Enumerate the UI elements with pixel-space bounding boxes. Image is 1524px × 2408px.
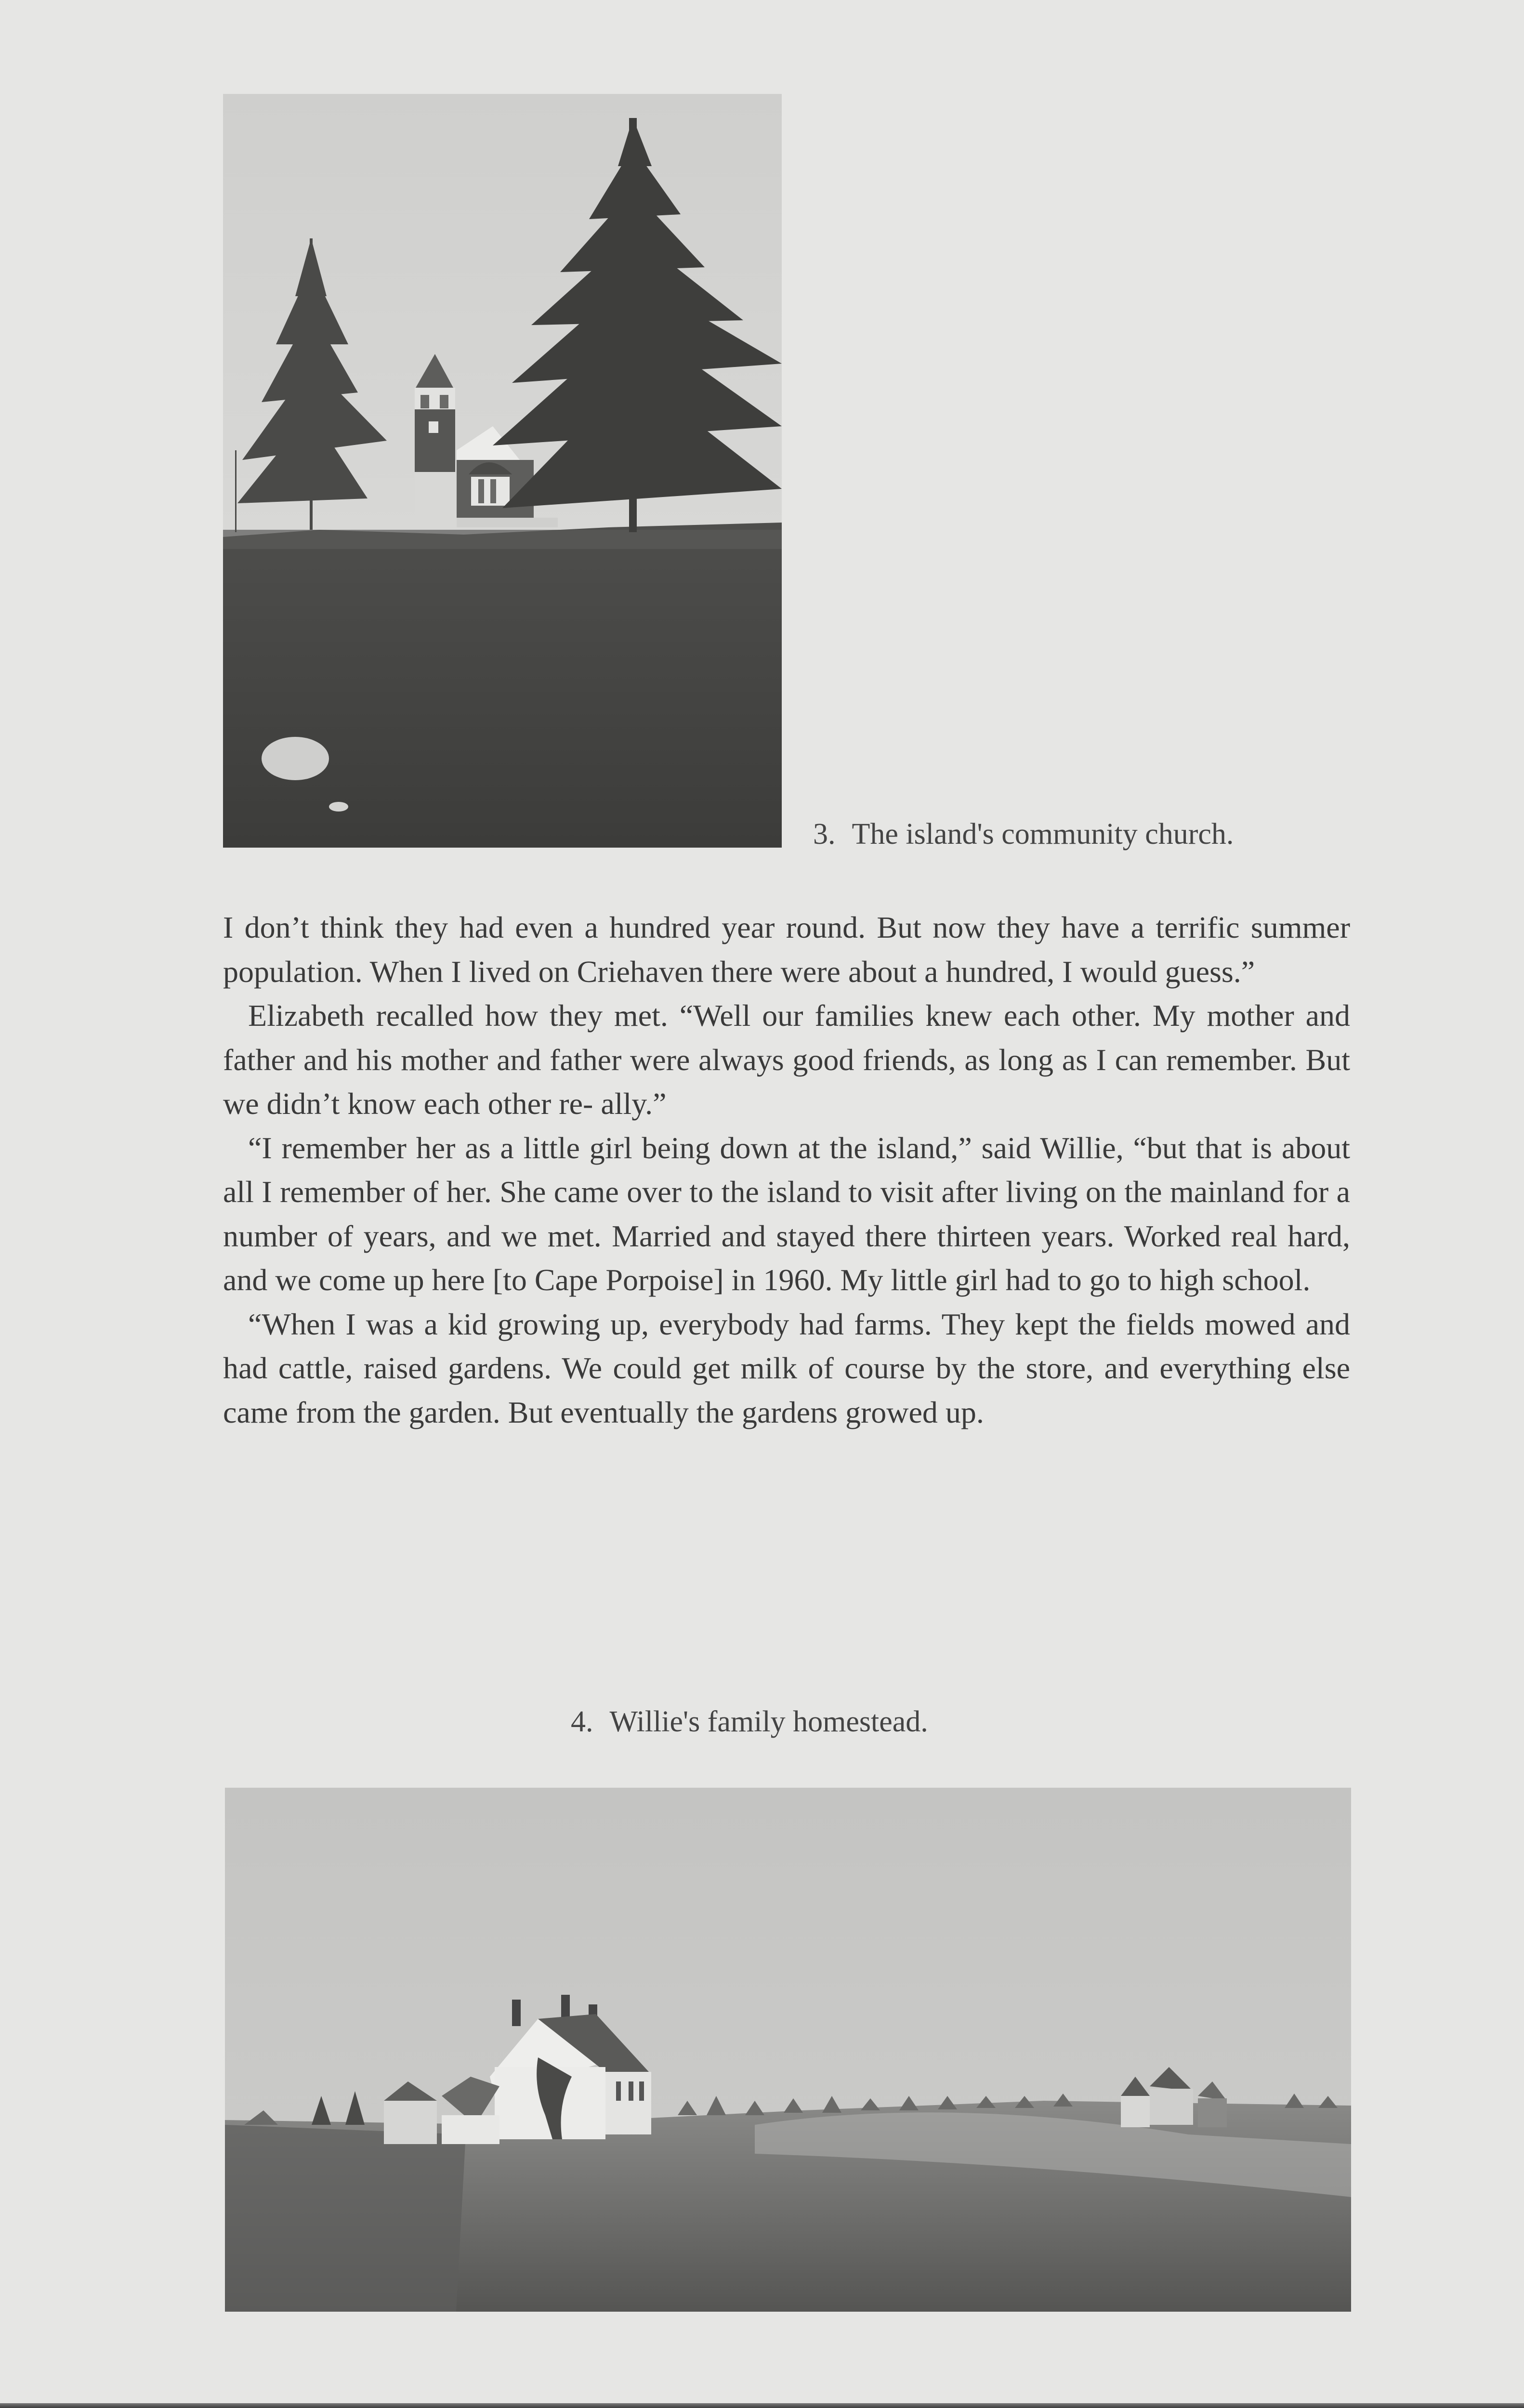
figure-caption-4 [571,1705,928,1739]
figure-caption-text: The island's community church. [852,818,1234,851]
figure-caption-3 [813,817,1234,851]
figure-caption-text: Willie's family homestead. [609,1705,928,1738]
homestead-photo [225,1788,1351,2312]
rock [262,737,329,780]
figure-number: 4. [571,1705,593,1738]
paragraph: Elizabeth recalled how they met. “Well our families knew each other. My mother and father and his mother and father were always good friends, as long as I can remember. But we didn’t know each other re- ally.” [223,998,1350,1121]
figure-number: 3. [813,818,836,851]
paragraph: I don’t think they had even a hundred year round. But now they have a terrific summer population. When I lived on Criehaven there were about a hundred, I would guess.” [223,910,1350,989]
body-text [223,905,1350,1434]
paragraph: “When I was a kid growing up, everybody had farms. They kept the fields mowed and had cattle, raised gardens. We could get milk of course by the store, and everything else came from the garden. But eventually the gardens growed up. [223,1307,1350,1429]
church-photo-image [223,94,782,848]
church-photo [223,94,782,848]
homestead-photo-image [225,1788,1351,2312]
page-edge-shadow [0,2403,1524,2408]
paragraph: “I remember her as a little girl being down at the island,” said Willie, “but that is about all I remember of her. She came over to the island to visit after living on the mainland for a number of years, and we met. Married and stayed there thirteen years. Worked real hard, and we come up here [to Cape Porpoise] in 1960. My little girl had to go to high school. [223,1130,1350,1297]
